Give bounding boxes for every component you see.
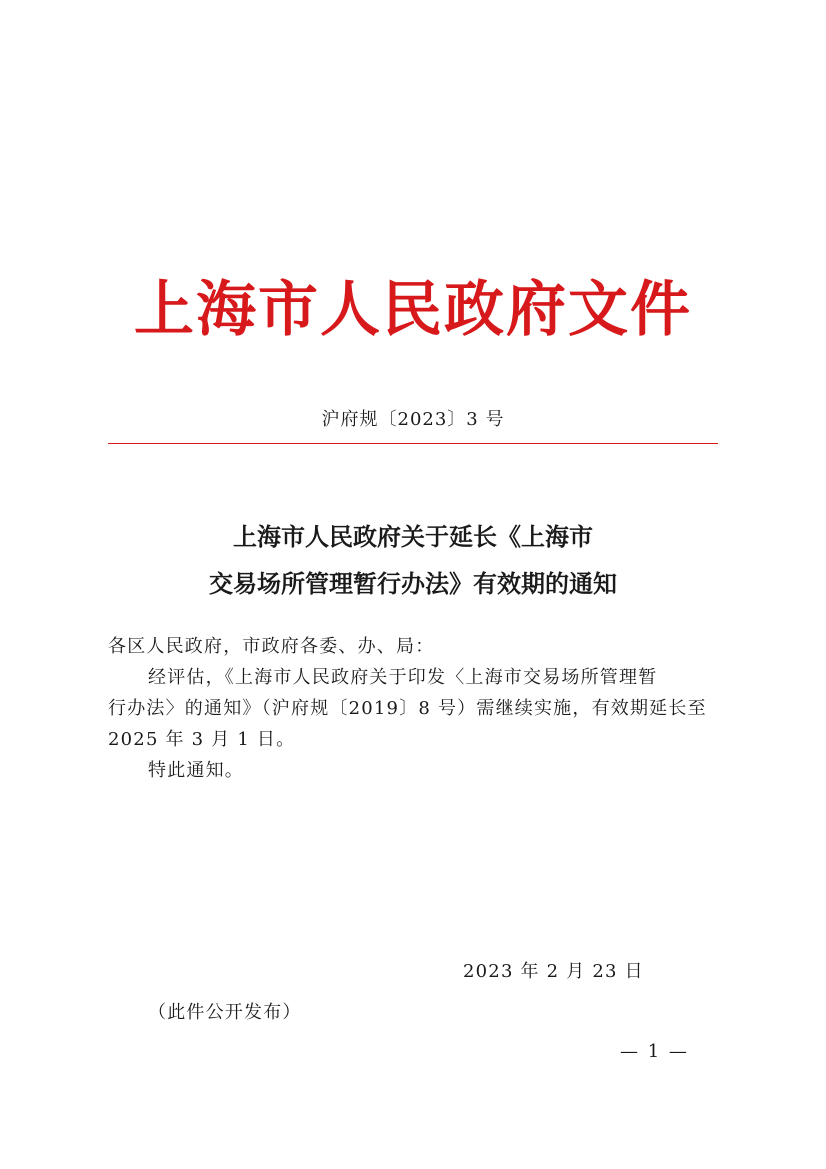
red-divider-line <box>108 443 718 444</box>
document-header-title: 上海市人民政府文件 <box>134 275 692 345</box>
notice-title-line-1: 上海市人民政府关于延长《上海市 <box>233 522 593 551</box>
body-line: 行办法〉的通知》（沪府规〔2019〕8 号）需继续实施，有效期延长至 <box>108 698 707 719</box>
public-release-note: （此件公开发布） <box>148 1002 302 1023</box>
notice-title-line-2: 交易场所管理暂行办法》有效期的通知 <box>209 569 617 598</box>
closing-line: 特此通知。 <box>148 760 244 781</box>
document-number: 沪府规〔2023〕3 号 <box>321 409 505 430</box>
salutation: 各区人民政府，市政府各委、办、局： <box>108 636 435 657</box>
body-line: 2025 年 3 月 1 日。 <box>108 729 296 750</box>
body-line: 经评估，《上海市人民政府关于印发〈上海市交易场所管理暂 <box>148 667 658 688</box>
issue-date: 2023 年 2 月 23 日 <box>463 961 644 982</box>
page-number: — 1 — <box>620 1041 689 1062</box>
